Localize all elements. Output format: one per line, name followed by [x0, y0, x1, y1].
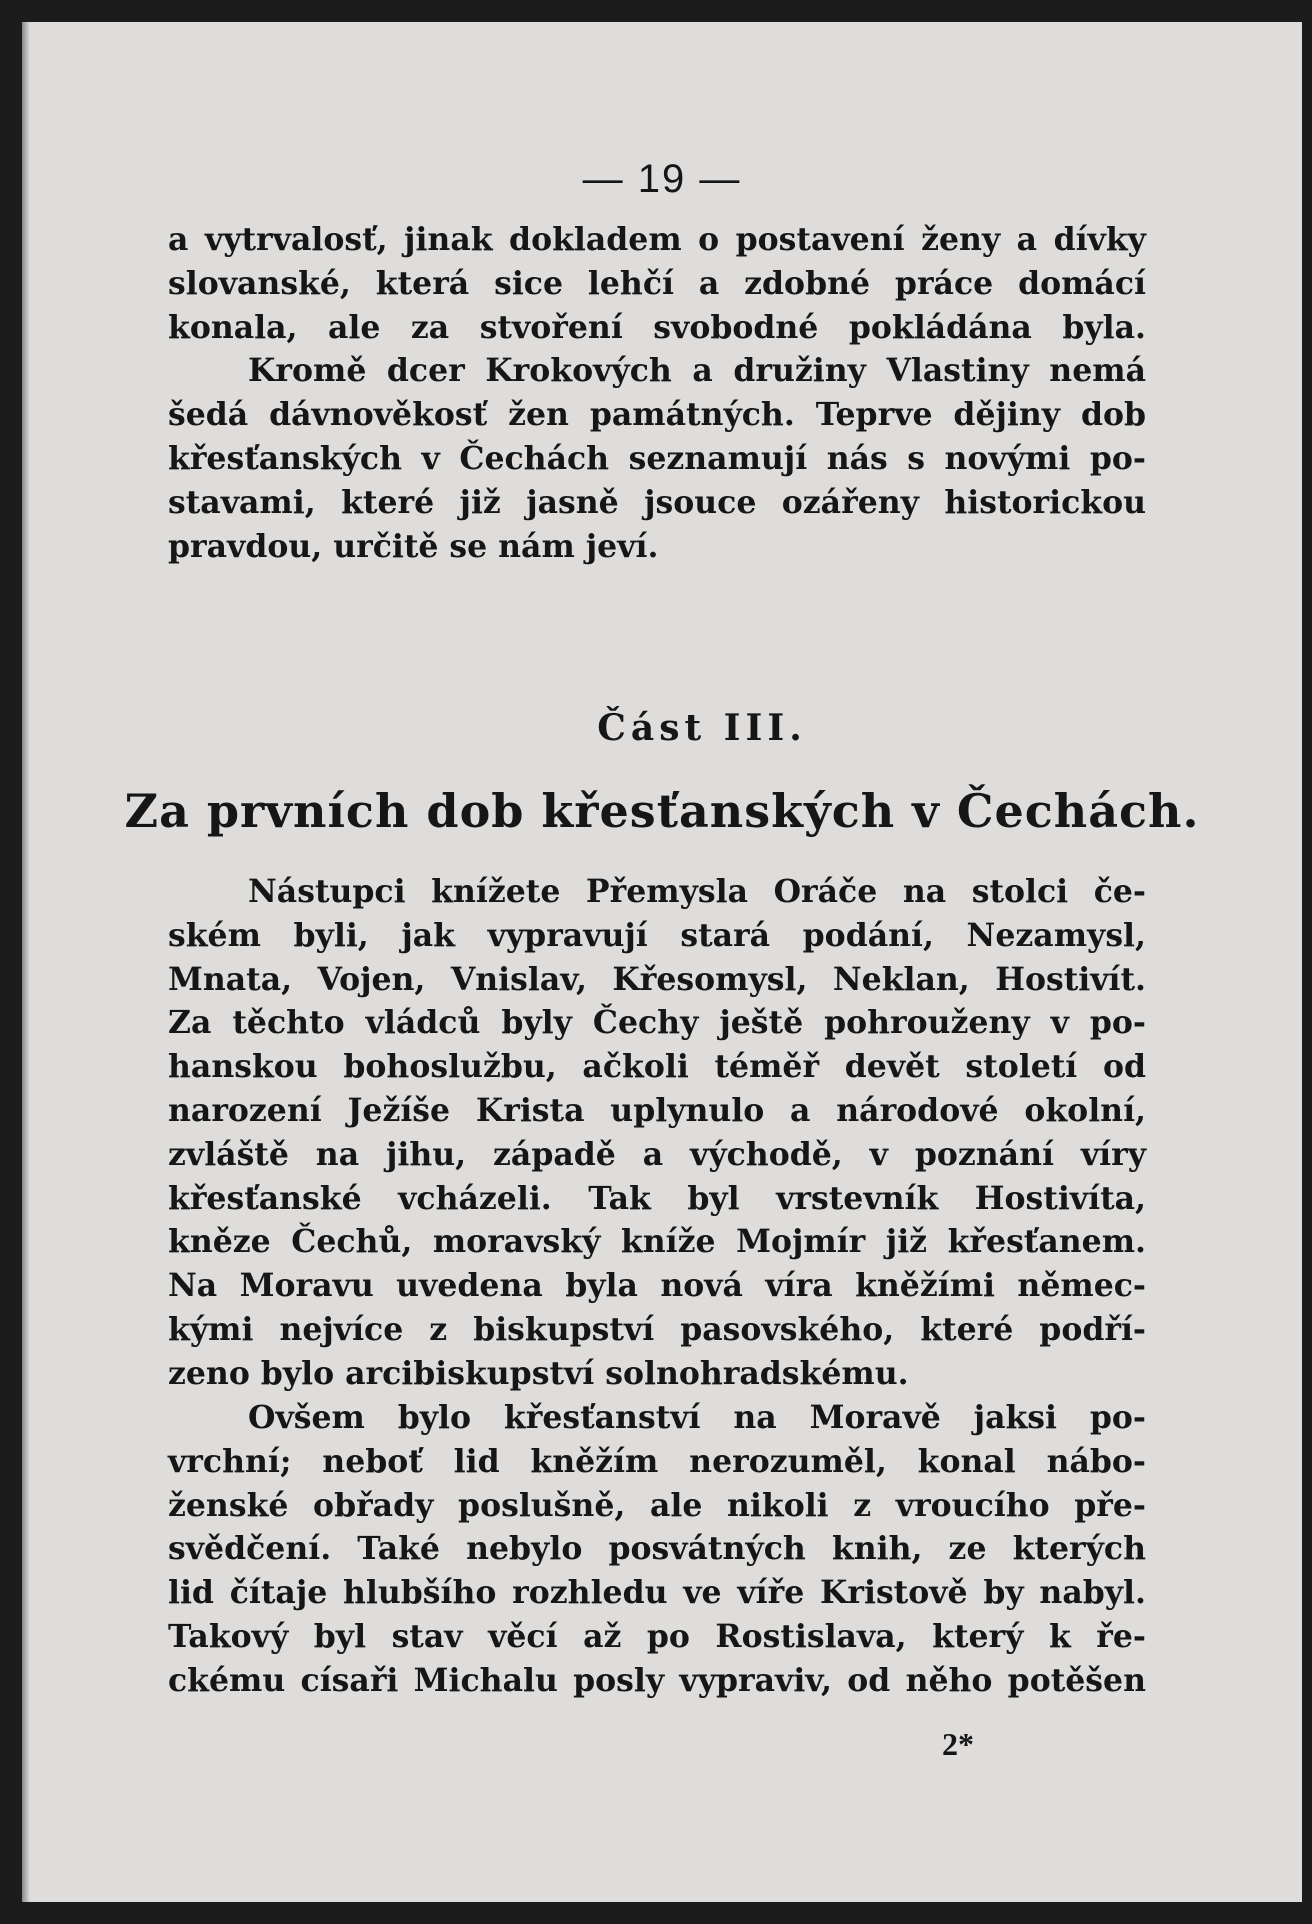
- text-line: ckému císaři Michalu posly vypraviv, od něho potěšen: [168, 1661, 1146, 1699]
- text-line: křesťanských v Čechách seznamují nás s novými po-: [168, 439, 1146, 477]
- text-line: šedá dávnověkosť žen památných. Teprve dějiny dob: [168, 396, 1146, 434]
- book-page: [22, 22, 1302, 1902]
- text-line: slovanské, která sice lehčí a zdobné práce domácí: [168, 264, 1146, 302]
- text-line: ženské obřady poslušně, ale nikoli z vroucího pře-: [168, 1486, 1146, 1524]
- text-line: a vytrvalosť, jinak dokladem o postavení ženy a dívky: [168, 221, 1146, 258]
- text-line: Na Moravu uvedena byla nová víra kněžími němec-: [168, 1267, 1146, 1305]
- text-line: Mnata, Vojen, Vnislav, Křesomysl, Neklan, Hostivít.: [168, 960, 1146, 998]
- text-line: Za těchto vládců byly Čechy ještě pohrouženy v po-: [168, 1004, 1146, 1042]
- paragraph-3: [168, 1396, 1146, 1703]
- text-line: kněze Čechů, moravský kníže Mojmír již křesťanem.: [168, 1223, 1146, 1261]
- chapter-heading: Za prvních dob křesťanských v Čechách.: [124, 784, 1200, 838]
- part-heading: Část III.: [597, 707, 807, 749]
- text-line: stavami, které již jasně jsouce ozářeny historickou: [168, 483, 1146, 521]
- text-line: lid čítaje hlubšího rozhledu ve víře Kristově by nabyl.: [168, 1574, 1146, 1612]
- text-line: Kromě dcer Krokových a družiny Vlastiny nemá: [248, 352, 1146, 390]
- paragraph-2: [168, 870, 1146, 1396]
- text-line: vrchní; neboť lid kněžím nerozuměl, konal nábo-: [168, 1442, 1146, 1480]
- text-line: Nástupci knížete Přemysla Oráče na stolci če-: [248, 873, 1146, 910]
- text-line: ském byli, jak vypravují stará podání, Nezamysl,: [168, 916, 1146, 954]
- text-line: konala, ale za stvoření svobodné pokládána byla.: [168, 308, 1146, 346]
- text-line: zvláště na jihu, západě a východě, v poznání víry: [168, 1135, 1146, 1173]
- text-line: Ovšem bylo křesťanství na Moravě jaksi po-: [248, 1399, 1146, 1436]
- text-line: Takový byl stav věcí až po Rostislava, který k ře-: [168, 1617, 1146, 1655]
- text-line: svědčení. Také nebylo posvátných knih, ze kterých: [168, 1530, 1146, 1568]
- page-edge-shadow: [22, 22, 30, 1902]
- text-line: hanskou bohoslužbu, ačkoli téměř devět století od: [168, 1048, 1146, 1086]
- text-line: pravdou, určitě se nám jeví.: [168, 527, 659, 565]
- page-number: — 19 —: [582, 157, 742, 201]
- text-line: kými nejvíce z biskupství pasovského, které podří-: [168, 1310, 1146, 1348]
- text-line: křesťanské vcházeli. Tak byl vrstevník Hostivíta,: [168, 1179, 1146, 1217]
- signature-mark: 2*: [942, 1726, 974, 1762]
- text-line: narození Ježíše Krista uplynulo a národové okolní,: [168, 1091, 1146, 1129]
- paragraph-1: [168, 218, 1146, 568]
- text-line: zeno bylo arcibiskupství solnohradskému.: [168, 1354, 909, 1392]
